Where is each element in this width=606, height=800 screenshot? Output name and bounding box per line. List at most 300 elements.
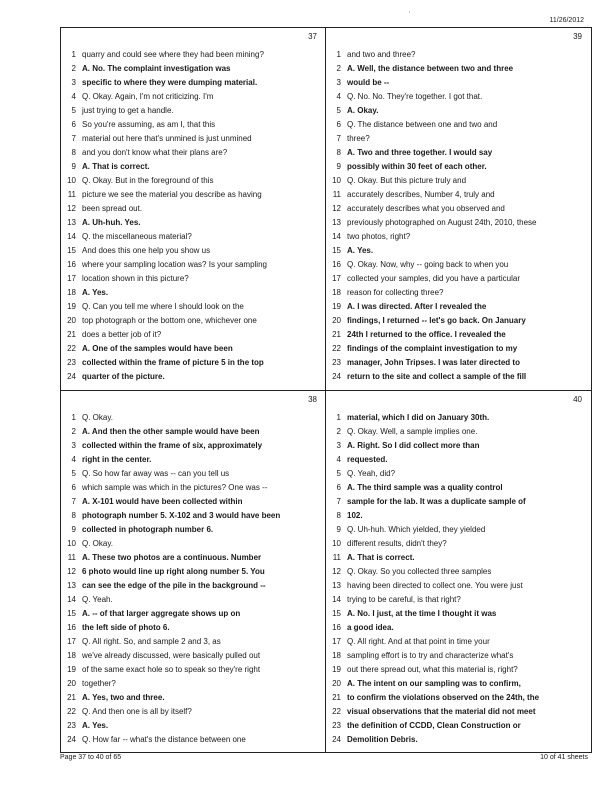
- transcript-line: [61, 160, 325, 174]
- line-text: sampling effort is to try and characterize what's: [347, 651, 514, 660]
- line-number: 1: [71, 50, 76, 59]
- transcript-line: [61, 425, 325, 439]
- line-text: Q. Can you tell me where I should look on the: [82, 302, 244, 311]
- line-text: quarry and could see where they had been mining?: [82, 50, 264, 59]
- line-number: 20: [332, 679, 341, 688]
- transcript-line: [61, 118, 325, 132]
- line-number: 12: [67, 204, 76, 213]
- line-text: and you don't know what their plans are?: [82, 148, 228, 157]
- line-text: Demolition Debris.: [347, 735, 418, 744]
- transcript-line: [61, 481, 325, 495]
- transcript-line: [326, 370, 590, 384]
- line-number: 12: [67, 567, 76, 576]
- line-number: 21: [67, 693, 76, 702]
- line-number: 1: [336, 413, 341, 422]
- line-text: findings of the complaint investigation to my: [347, 344, 518, 353]
- line-number: 19: [332, 665, 341, 674]
- line-text: reason for collecting three?: [347, 288, 444, 297]
- line-text: A. And then the other sample would have been: [82, 427, 260, 436]
- line-text: a good idea.: [347, 623, 394, 632]
- line-text: A. Yes.: [347, 246, 374, 255]
- line-number: 17: [332, 637, 341, 646]
- line-text: material, which I did on January 30th.: [347, 413, 490, 422]
- line-text: A. The third sample was a quality control: [347, 483, 503, 492]
- line-text: A. That is correct.: [347, 553, 415, 562]
- page-number: 37: [308, 32, 317, 41]
- transcript-line: [326, 705, 590, 719]
- line-number: 11: [332, 553, 341, 562]
- line-number: 3: [71, 78, 76, 87]
- line-number: 4: [71, 92, 76, 101]
- line-text: Q. Okay. Well, a sample implies one.: [347, 427, 478, 436]
- line-number: 17: [67, 637, 76, 646]
- line-number: 11: [332, 190, 341, 199]
- line-text: A. Well, the distance between two and three: [347, 64, 514, 73]
- transcript-line: [61, 62, 325, 76]
- page-lines: [61, 48, 325, 384]
- transcript-line: [61, 174, 325, 188]
- transcript-line: [61, 48, 325, 62]
- line-text: been spread out.: [82, 204, 143, 213]
- line-text: A. No. I just, at the time I thought it was: [347, 609, 497, 618]
- line-number: 3: [71, 441, 76, 450]
- line-text: A. X-101 would have been collected within: [82, 497, 243, 506]
- transcript-line: [326, 649, 590, 663]
- line-text: A. One of the samples would have been: [82, 344, 233, 353]
- transcript-line: [326, 160, 590, 174]
- line-number: 19: [332, 302, 341, 311]
- line-text: So you're assuming, as am I, that this: [82, 120, 216, 129]
- line-text: two photos, right?: [347, 232, 411, 241]
- transcript-line: [326, 509, 590, 523]
- line-text: Q. Okay. So you collected three samples: [347, 567, 492, 576]
- transcript-line: [61, 272, 325, 286]
- line-text: Q. Okay. Now, why -- going back to when you: [347, 260, 509, 269]
- line-number: 7: [336, 497, 341, 506]
- line-number: 6: [71, 483, 76, 492]
- transcript-line: [326, 425, 590, 439]
- document-date: 11/26/2012: [549, 17, 584, 24]
- transcript-line: [326, 565, 590, 579]
- line-text: previously photographed on August 24th, 2010, these: [347, 218, 537, 227]
- line-text: accurately describes, Number 4, truly and: [347, 190, 495, 199]
- transcript-line: [61, 467, 325, 481]
- line-text: having been directed to collect one. You were just: [347, 581, 523, 590]
- line-number: 8: [336, 511, 341, 520]
- transcript-line: [61, 593, 325, 607]
- line-text: out there spread out, what this material is, right?: [347, 665, 518, 674]
- line-number: 16: [67, 260, 76, 269]
- transcript-line: [326, 328, 590, 342]
- line-number: 8: [336, 148, 341, 157]
- line-number: 14: [67, 595, 76, 604]
- line-text: A. Yes.: [82, 288, 109, 297]
- line-text: quarter of the picture.: [82, 372, 165, 381]
- transcript-line: [61, 370, 325, 384]
- line-text: A. Two and three together. I would say: [347, 148, 493, 157]
- line-text: A. Yes.: [82, 721, 109, 730]
- transcript-line: [326, 314, 590, 328]
- line-text: A. Okay.: [347, 106, 379, 115]
- transcript-line: [61, 663, 325, 677]
- transcript-line: [61, 76, 325, 90]
- stray-mark: ': [409, 12, 411, 18]
- line-number: 7: [71, 134, 76, 143]
- line-number: 7: [71, 497, 76, 506]
- line-text: Q. And then one is all by itself?: [82, 707, 192, 716]
- line-text: collected your samples, did you have a particular: [347, 274, 520, 283]
- line-text: the definition of CCDD, Clean Construction or: [347, 721, 521, 730]
- line-text: sample for the lab. It was a duplicate sample of: [347, 497, 526, 506]
- transcript-line: [326, 258, 590, 272]
- line-number: 2: [71, 427, 76, 436]
- page-number: 39: [573, 32, 582, 41]
- transcript-line: [326, 593, 590, 607]
- transcript-line: [326, 174, 590, 188]
- line-number: 21: [67, 330, 76, 339]
- line-number: 19: [67, 302, 76, 311]
- line-text: Q. Uh-huh. Which yielded, they yielded: [347, 525, 486, 534]
- line-text: accurately describes what you observed and: [347, 204, 505, 213]
- line-text: we've already discussed, were basically pulled out: [82, 651, 261, 660]
- transcript-line: [61, 286, 325, 300]
- line-text: and two and three?: [347, 50, 416, 59]
- transcript-line: [61, 104, 325, 118]
- line-number: 10: [67, 539, 76, 548]
- transcript-line: [326, 579, 590, 593]
- line-text: Q. All right. And at that point in time your: [347, 637, 490, 646]
- line-text: does a better job of it?: [82, 330, 162, 339]
- line-number: 16: [332, 260, 341, 269]
- line-number: 9: [336, 525, 341, 534]
- transcript-line: [326, 118, 590, 132]
- line-number: 12: [332, 204, 341, 213]
- transcript-line: [326, 621, 590, 635]
- transcript-line: [326, 411, 590, 425]
- transcript-line: [326, 188, 590, 202]
- line-text: Q. Yeah.: [82, 595, 113, 604]
- line-number: 24: [332, 372, 341, 381]
- line-text: Q. Okay.: [82, 413, 113, 422]
- line-text: Q. The distance between one and two and: [347, 120, 498, 129]
- transcript-page: [326, 391, 590, 753]
- line-text: return to the site and collect a sample of the fill: [347, 372, 527, 381]
- line-text: A. -- of that larger aggregate shows up on: [82, 609, 241, 618]
- transcript-line: [326, 62, 590, 76]
- line-number: 23: [67, 358, 76, 367]
- line-number: 6: [71, 120, 76, 129]
- line-text: picture we see the material you describe as having: [82, 190, 262, 199]
- page-lines: [61, 411, 325, 747]
- line-number: 3: [336, 441, 341, 450]
- line-text: to confirm the violations observed on the 24th, the: [347, 693, 540, 702]
- line-number: 24: [67, 735, 76, 744]
- transcript-line: [326, 342, 590, 356]
- transcript-line: [61, 495, 325, 509]
- line-text: manager, John Tripses. I was later directed to: [347, 358, 520, 367]
- line-text: where your sampling location was? Is your sampling: [82, 260, 267, 269]
- line-number: 16: [67, 623, 76, 632]
- line-text: Q. No. No. They're together. I got that.: [347, 92, 483, 101]
- line-text: Q. Okay. But this picture truly and: [347, 176, 467, 185]
- line-text: location shown in this picture?: [82, 274, 189, 283]
- line-number: 17: [67, 274, 76, 283]
- line-number: 3: [336, 78, 341, 87]
- line-text: And does this one help you show us: [82, 246, 211, 255]
- transcript-line: [326, 146, 590, 160]
- line-number: 22: [67, 344, 76, 353]
- page-number: 38: [308, 395, 317, 404]
- transcript-line: [326, 439, 590, 453]
- line-number: 14: [332, 232, 341, 241]
- transcript-line: [61, 607, 325, 621]
- line-number: 24: [67, 372, 76, 381]
- transcript-line: [61, 230, 325, 244]
- line-text: three?: [347, 134, 370, 143]
- line-number: 1: [336, 50, 341, 59]
- transcript-page: [61, 28, 325, 390]
- line-number: 10: [332, 539, 341, 548]
- transcript-line: [61, 258, 325, 272]
- line-number: 9: [71, 525, 76, 534]
- page-lines: [326, 48, 590, 384]
- line-number: 13: [67, 218, 76, 227]
- line-number: 12: [332, 567, 341, 576]
- transcript-line: [61, 314, 325, 328]
- line-text: 6 photo would line up right along number 5. You: [82, 567, 265, 576]
- transcript-line: [61, 523, 325, 537]
- line-number: 1: [71, 413, 76, 422]
- transcript-line: [61, 132, 325, 146]
- line-number: 13: [67, 581, 76, 590]
- line-text: different results, didn't they?: [347, 539, 447, 548]
- transcript-line: [326, 551, 590, 565]
- line-text: collected within the frame of six, approximately: [82, 441, 263, 450]
- transcript-line: [61, 90, 325, 104]
- line-text: A. No. The complaint investigation was: [82, 64, 231, 73]
- line-number: 5: [336, 469, 341, 478]
- line-number: 10: [67, 176, 76, 185]
- line-number: 18: [332, 288, 341, 297]
- transcript-line: [326, 467, 590, 481]
- line-number: 18: [332, 651, 341, 660]
- transcript-line: [326, 132, 590, 146]
- transcript-line: [326, 719, 590, 733]
- line-text: the left side of photo 6.: [82, 623, 170, 632]
- transcript-grid: [60, 27, 592, 753]
- transcript-line: [61, 551, 325, 565]
- transcript-line: [61, 188, 325, 202]
- line-number: 18: [67, 288, 76, 297]
- transcript-line: [61, 509, 325, 523]
- line-number: 15: [67, 609, 76, 618]
- line-text: A. Yes, two and three.: [82, 693, 165, 702]
- transcript-line: [61, 300, 325, 314]
- transcript-line: [326, 356, 590, 370]
- line-number: 21: [332, 330, 341, 339]
- transcript-line: [326, 733, 590, 747]
- transcript-line: [61, 579, 325, 593]
- line-text: findings, I returned -- let's go back. On January: [347, 316, 526, 325]
- transcript-line: [61, 635, 325, 649]
- line-number: 21: [332, 693, 341, 702]
- line-number: 22: [332, 344, 341, 353]
- transcript-line: [61, 342, 325, 356]
- line-number: 4: [336, 92, 341, 101]
- line-number: 15: [67, 246, 76, 255]
- page-number: 40: [573, 395, 582, 404]
- line-number: 6: [336, 483, 341, 492]
- transcript-line: [326, 691, 590, 705]
- transcript-line: [61, 411, 325, 425]
- line-number: 15: [332, 609, 341, 618]
- transcript-line: [326, 202, 590, 216]
- transcript-line: [326, 76, 590, 90]
- line-number: 8: [71, 511, 76, 520]
- line-text: A. The intent on our sampling was to confirm,: [347, 679, 521, 688]
- transcript-line: [326, 48, 590, 62]
- line-text: trying to be careful, is that right?: [347, 595, 461, 604]
- transcript-line: [61, 621, 325, 635]
- line-text: 24th I returned to the office. I revealed the: [347, 330, 506, 339]
- transcript-line: [326, 495, 590, 509]
- line-number: 13: [332, 581, 341, 590]
- line-number: 8: [71, 148, 76, 157]
- line-text: possibly within 30 feet of each other.: [347, 162, 487, 171]
- line-number: 20: [67, 679, 76, 688]
- line-number: 7: [336, 134, 341, 143]
- transcript-line: [61, 565, 325, 579]
- line-text: would be --: [347, 78, 390, 87]
- line-number: 17: [332, 274, 341, 283]
- line-text: Q. How far -- what's the distance between one: [82, 735, 246, 744]
- line-text: photograph number 5. X-102 and 3 would have been: [82, 511, 281, 520]
- line-text: A. Uh-huh. Yes.: [82, 218, 141, 227]
- line-text: material out here that's unmined is just unmined: [82, 134, 252, 143]
- line-number: 5: [71, 106, 76, 115]
- transcript-line: [61, 453, 325, 467]
- line-text: A. I was directed. After I revealed the: [347, 302, 487, 311]
- line-number: 2: [336, 427, 341, 436]
- transcript-line: [326, 481, 590, 495]
- transcript-page: [61, 391, 325, 753]
- line-number: 22: [67, 707, 76, 716]
- transcript-line: [326, 453, 590, 467]
- line-number: 15: [332, 246, 341, 255]
- line-number: 20: [67, 316, 76, 325]
- transcript-line: [326, 607, 590, 621]
- line-number: 10: [332, 176, 341, 185]
- line-number: 20: [332, 316, 341, 325]
- line-text: Q. the miscellaneous material?: [82, 232, 192, 241]
- transcript-line: [61, 691, 325, 705]
- line-text: which sample was which in the pictures? One was --: [82, 483, 268, 492]
- line-number: 4: [71, 455, 76, 464]
- transcript-line: [61, 719, 325, 733]
- line-text: just trying to get a handle.: [82, 106, 174, 115]
- line-text: collected within the frame of picture 5 in the top: [82, 358, 264, 367]
- transcript-line: [61, 146, 325, 160]
- page-lines: [326, 411, 590, 747]
- line-number: 24: [332, 735, 341, 744]
- line-number: 5: [71, 469, 76, 478]
- transcript-line: [326, 300, 590, 314]
- transcript-line: [61, 537, 325, 551]
- line-text: requested.: [347, 455, 388, 464]
- line-text: Q. Yeah, did?: [347, 469, 396, 478]
- transcript-line: [326, 216, 590, 230]
- transcript-line: [326, 90, 590, 104]
- transcript-line: [326, 663, 590, 677]
- transcript-line: [61, 244, 325, 258]
- transcript-line: [326, 677, 590, 691]
- transcript-line: [326, 286, 590, 300]
- line-number: 2: [336, 64, 341, 73]
- line-number: 11: [67, 190, 76, 199]
- line-number: 6: [336, 120, 341, 129]
- line-number: 9: [71, 162, 76, 171]
- transcript-line: [61, 439, 325, 453]
- line-number: 5: [336, 106, 341, 115]
- line-number: 4: [336, 455, 341, 464]
- transcript-line: [61, 705, 325, 719]
- line-text: together?: [82, 679, 116, 688]
- line-text: specific to where they were dumping material.: [82, 78, 258, 87]
- footer-sheet-count: 10 of 41 sheets: [540, 754, 588, 761]
- transcript-page: [326, 28, 590, 390]
- line-number: 23: [67, 721, 76, 730]
- line-text: right in the center.: [82, 455, 152, 464]
- line-text: collected in photograph number 6.: [82, 525, 214, 534]
- line-number: 14: [67, 232, 76, 241]
- line-number: 19: [67, 665, 76, 674]
- line-number: 14: [332, 595, 341, 604]
- transcript-line: [61, 328, 325, 342]
- line-number: 9: [336, 162, 341, 171]
- line-text: A. That is correct.: [82, 162, 150, 171]
- line-number: 16: [332, 623, 341, 632]
- line-text: visual observations that the material did not meet: [347, 707, 536, 716]
- line-text: A. These two photos are a continuous. Number: [82, 553, 262, 562]
- transcript-line: [326, 272, 590, 286]
- line-number: 23: [332, 721, 341, 730]
- line-text: top photograph or the bottom one, whichever one: [82, 316, 257, 325]
- transcript-line: [61, 677, 325, 691]
- transcript-line: [61, 649, 325, 663]
- line-text: Q. Okay.: [82, 539, 113, 548]
- transcript-line: [61, 356, 325, 370]
- line-text: 102.: [347, 511, 363, 520]
- line-text: Q. So how far away was -- can you tell us: [82, 469, 230, 478]
- line-number: 11: [67, 553, 76, 562]
- transcript-line: [326, 230, 590, 244]
- line-number: 23: [332, 358, 341, 367]
- transcript-line: [61, 202, 325, 216]
- transcript-line: [326, 244, 590, 258]
- line-number: 18: [67, 651, 76, 660]
- transcript-line: [326, 523, 590, 537]
- footer-page-range: Page 37 to 40 of 65: [60, 754, 122, 761]
- transcript-line: [326, 104, 590, 118]
- line-text: Q. Okay. Again, I'm not criticizing. I'm: [82, 92, 214, 101]
- transcript-line: [326, 635, 590, 649]
- line-text: A. Right. So I did collect more than: [347, 441, 480, 450]
- line-number: 22: [332, 707, 341, 716]
- line-text: Q. All right. So, and sample 2 and 3, as: [82, 637, 221, 646]
- transcript-line: [326, 537, 590, 551]
- line-text: can see the edge of the pile in the background --: [82, 581, 266, 590]
- transcript-line: [61, 216, 325, 230]
